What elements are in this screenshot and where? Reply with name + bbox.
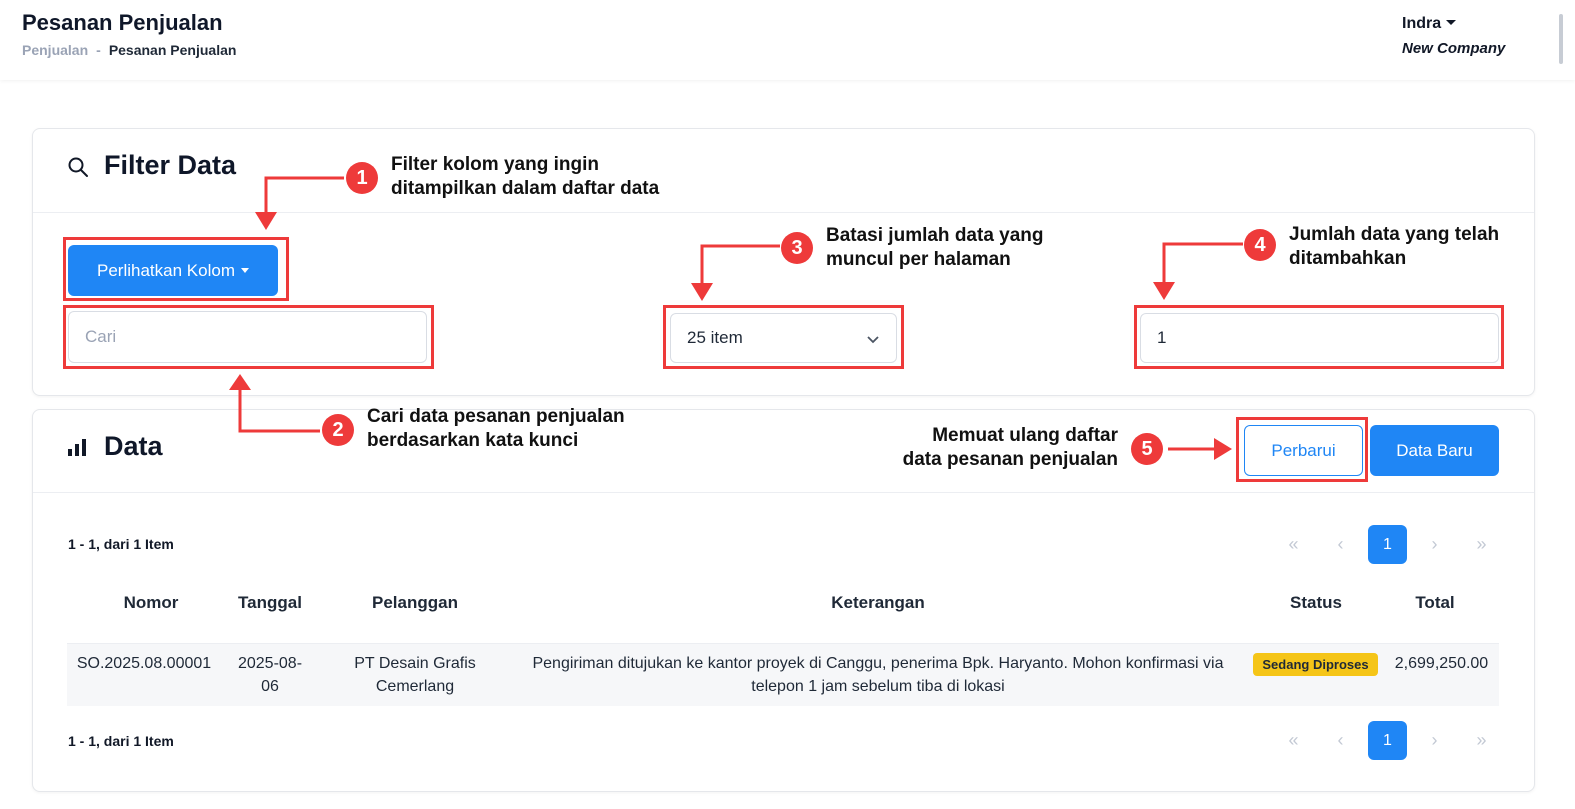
- company-name: New Company: [1402, 40, 1506, 57]
- annotation-note-1: [391, 153, 659, 201]
- annotation-highlight-5: [1236, 417, 1368, 482]
- cell-nomor: SO.2025.08.00001: [76, 655, 212, 672]
- breadcrumb: [22, 42, 236, 58]
- annotation-note-5: [860, 424, 1118, 472]
- page-title: Pesanan Penjualan: [22, 10, 223, 35]
- annotation-note-3: [826, 224, 1044, 272]
- annotation-note-4-line1: Jumlah data yang telah: [1289, 224, 1500, 245]
- annotation-badge-1: 1: [346, 162, 378, 194]
- pagination-next[interactable]: ›: [1431, 534, 1438, 554]
- cell-total: 2,699,250.00: [1394, 655, 1489, 672]
- pagination-bottom: [1266, 721, 1501, 760]
- chart-bar-icon: [68, 439, 88, 456]
- divider: [33, 212, 1534, 213]
- annotation-highlight-3: [663, 305, 904, 369]
- annotation-highlight-4: [1134, 305, 1504, 369]
- cell-pelanggan-line2: Cemerlang: [375, 678, 455, 695]
- annotation-badge-5: 5: [1131, 433, 1163, 465]
- annotation-note-4: [1289, 223, 1499, 271]
- column-header-nomor: Nomor: [123, 593, 179, 612]
- breadcrumb-link-penjualan[interactable]: Penjualan: [22, 42, 89, 58]
- page-size-value: 25 item: [687, 328, 743, 347]
- annotation-badge-3: 3: [781, 232, 813, 264]
- annotation-badge-4: 4: [1244, 229, 1276, 261]
- pagination-prev[interactable]: ‹: [1337, 534, 1344, 554]
- cell-tanggal-line1: 2025-08-: [237, 655, 303, 672]
- annotation-note-1-line1: Filter kolom yang ingin: [391, 154, 599, 175]
- pagination-page-1[interactable]: 1: [1368, 721, 1407, 760]
- column-header-pelanggan: Pelanggan: [372, 593, 458, 612]
- cell-keterangan: [508, 652, 1248, 698]
- annotation-note-1-line2: ditampilkan dalam daftar data: [391, 178, 660, 199]
- pagination-first[interactable]: «: [1288, 730, 1299, 750]
- search-icon: [66, 155, 90, 179]
- added-count-value: 1: [1157, 328, 1167, 347]
- pagination-last[interactable]: »: [1476, 730, 1487, 750]
- cell-keterangan-line2: telepon 1 jam sebelum tiba di lokasi: [751, 678, 1005, 695]
- annotation-note-2: [367, 405, 625, 453]
- column-header-keterangan: Keterangan: [831, 593, 925, 612]
- top-header: [0, 0, 1575, 80]
- status-badge: Sedang Diproses: [1253, 653, 1378, 676]
- refresh-button[interactable]: Perbarui: [1244, 425, 1363, 476]
- column-header-total: Total: [1415, 593, 1455, 612]
- cell-pelanggan-line1: PT Desain Grafis: [354, 655, 476, 672]
- annotation-note-3-line1: Batasi jumlah data yang: [826, 225, 1044, 246]
- column-header-tanggal: Tanggal: [238, 593, 302, 612]
- pagination-prev[interactable]: ‹: [1337, 730, 1344, 750]
- user-menu[interactable]: [1402, 15, 1456, 33]
- divider: [33, 492, 1534, 493]
- pagination-last[interactable]: »: [1476, 534, 1487, 554]
- filter-title: Filter Data: [104, 150, 237, 180]
- new-data-button[interactable]: Data Baru: [1370, 425, 1499, 476]
- annotation-note-5-line2: data pesanan penjualan: [902, 449, 1118, 470]
- annotation-highlight-2: [63, 305, 434, 369]
- items-info-top: 1 - 1, dari 1 Item: [68, 536, 174, 552]
- annotation-note-5-line1: Memuat ulang daftar: [932, 425, 1118, 446]
- annotation-highlight-1: [63, 237, 289, 301]
- pagination-top: [1266, 525, 1501, 564]
- annotation-note-2-line2: berdasarkan kata kunci: [367, 430, 579, 451]
- cell-tanggal-line2: 06: [261, 678, 279, 695]
- cell-pelanggan: [330, 652, 500, 698]
- cell-keterangan-line1: Pengiriman ditujukan ke kantor proyek di Canggu, penerima Bpk. Haryanto. Mohon konfirmasi via: [532, 655, 1224, 672]
- breadcrumb-current: Pesanan Penjualan: [108, 42, 237, 58]
- show-columns-label: Perlihatkan Kolom: [97, 260, 235, 280]
- breadcrumb-separator: -: [96, 42, 101, 58]
- cell-tanggal: [224, 652, 316, 698]
- column-header-status: Status: [1290, 593, 1342, 612]
- scrollbar[interactable]: [1559, 14, 1563, 64]
- annotation-badge-2: 2: [322, 414, 354, 446]
- annotation-note-4-line2: ditambahkan: [1289, 248, 1407, 269]
- data-title: Data: [104, 431, 163, 461]
- pagination-next[interactable]: ›: [1431, 730, 1438, 750]
- chevron-down-icon: [1446, 20, 1456, 25]
- annotation-note-2-line1: Cari data pesanan penjualan: [367, 406, 625, 427]
- pagination-first[interactable]: «: [1288, 534, 1299, 554]
- items-info-bottom: 1 - 1, dari 1 Item: [68, 733, 174, 749]
- pagination-page-1[interactable]: 1: [1368, 525, 1407, 564]
- user-name: Indra: [1402, 15, 1442, 32]
- annotation-note-3-line2: muncul per halaman: [826, 249, 1011, 270]
